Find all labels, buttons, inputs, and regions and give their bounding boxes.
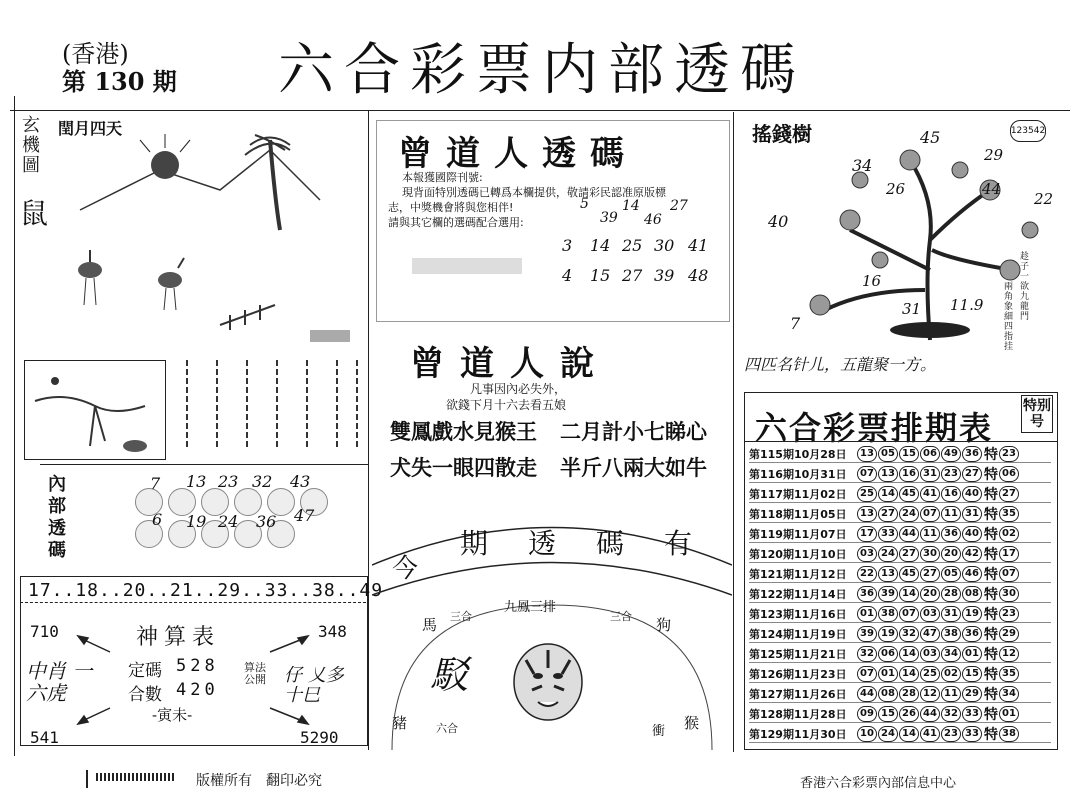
special-marker: 特 [984,706,998,723]
draw-number: 36 [962,626,982,642]
tiger-icon [508,640,588,725]
hw-number: 5 [580,196,589,212]
draw-number: 31 [920,466,940,482]
draw-number: 07 [899,606,919,622]
schedule-row [749,445,1051,463]
draw-label: 第118期11月05日 [749,507,847,521]
tree-number: 34 [852,156,873,175]
handwritten-char: 駁 [430,653,469,697]
draw-number: 25 [920,666,940,682]
tree-number: 44 [982,180,1002,198]
draw-number: 06 [878,646,898,662]
hw-number: 48 [688,266,709,285]
inner-number: 36 [256,512,277,531]
draw-number: 24 [878,726,898,742]
zodiac-monkey: 猴 [684,714,700,732]
draw-number: 29 [962,686,982,702]
draw-number: 20 [920,586,940,602]
sanhe-right: 三合 [610,610,632,623]
draw-number: 49 [941,446,961,462]
inner-number: 24 [218,512,239,531]
special-marker: 特 [984,566,998,583]
text-grid [172,355,367,460]
chong-label: 衝 [652,724,666,739]
tree-number: 7 [790,314,801,333]
draw-number: 24 [899,506,919,522]
zodiac-dog: 狗 [656,616,672,634]
ding-value: 528 [176,656,219,676]
draw-number: 41 [920,486,940,502]
schedule-row [749,505,1051,523]
special-marker: 特 [984,446,998,463]
region-label: (香港) [62,40,129,68]
sanhe-left: 三合 [450,610,472,623]
draw-number: 13 [857,506,877,522]
draw-number: 11 [941,506,961,522]
zodiac-horse: 馬 [422,616,438,634]
draw-label: 第121期11月12日 [749,567,847,581]
draw-number: 34 [941,646,961,662]
calc-n-br: 5290 [300,728,339,747]
ding-label: 定碼 [128,661,162,681]
draw-number: 45 [899,566,919,582]
calc-n-tl: 710 [30,622,59,641]
inner-number: 32 [252,472,273,491]
calc-right-handwriting: 仔 乂多 十巳 [284,665,344,706]
draw-number: 13 [857,446,877,462]
special-marker: 特 [984,506,998,523]
he-value: 420 [176,680,219,700]
draw-number: 38 [941,626,961,642]
schedule-row [749,625,1051,643]
draw-number: 36 [857,586,877,602]
hw-number: 27 [622,266,643,285]
draw-label: 第115期10月28日 [749,447,847,461]
schedule-row [749,725,1051,743]
number-strip: 17..18..20..21..29..33..38..49 [28,580,384,601]
draw-number: 23 [941,466,961,482]
draw-number: 23 [941,726,961,742]
draw-number: 16 [899,466,919,482]
hw-number: 41 [688,236,709,255]
special-number: 17 [999,546,1019,562]
draw-number: 25 [857,486,877,502]
inner-label: 內部透碼 [48,474,66,561]
draw-label: 第120期11月10日 [749,547,847,561]
draw-number: 44 [857,686,877,702]
draw-number: 28 [899,686,919,702]
hw-number: 15 [590,266,611,285]
special-number: 30 [999,586,1019,602]
special-marker: 特 [984,546,998,563]
left-border [14,96,15,756]
special-marker: 特 [984,646,998,663]
draw-number: 14 [899,666,919,682]
draw-label: 第116期10月31日 [749,467,847,481]
tree-number: 40 [768,212,789,231]
notice-line: 志，中獎機會將與您相伴! [388,201,514,214]
draw-label: 第129期11月30日 [749,727,847,741]
draw-number: 11 [941,686,961,702]
inner-number: 43 [290,472,311,491]
special-marker: 特 [984,666,998,683]
calc-year: -寅未- [152,706,193,724]
schedule-row [749,525,1051,543]
jiufeng: 九鳳三排 [504,600,557,615]
small-illustration-box [24,360,166,460]
draw-number: 44 [920,706,940,722]
draw-number: 10 [857,726,877,742]
schedule-row [749,545,1051,563]
draw-number: 38 [878,606,898,622]
draw-label: 第127期11月26日 [749,687,847,701]
draw-number: 16 [941,486,961,502]
tree-side-note: 兩角象細四指挂 [1004,282,1014,352]
draw-number: 27 [962,466,982,482]
draw-number: 44 [899,526,919,542]
draw-number: 07 [857,666,877,682]
draw-number: 32 [899,626,919,642]
inner-number: 13 [186,472,207,491]
special-number: 01 [999,706,1019,722]
poem-line: 二月計小七睇心 [560,419,707,444]
schedule-table [744,392,1058,750]
draw-number: 33 [962,706,982,722]
tree-handwriting: 四匹名针儿，五龍聚一方。 [744,355,937,374]
draw-number: 12 [920,686,940,702]
poem-line: 雙鳳戲水見猴王 [390,419,537,444]
draw-number: 39 [857,626,877,642]
draw-number: 31 [941,606,961,622]
draw-number: 14 [878,486,898,502]
tree-number: 11.9 [950,296,984,314]
grid-rule [40,464,368,465]
riddle-illustration [60,130,360,350]
special-marker: 特 [984,586,998,603]
draw-label: 第128期11月28日 [749,707,847,721]
zeng-code-title: 曾道人透碼 [398,134,638,174]
right-divider [733,112,734,752]
draw-number: 01 [962,646,982,662]
draw-number: 22 [857,566,877,582]
notice-line: 本報獲國際刊號: [402,171,483,184]
draw-number: 01 [878,666,898,682]
draw-number: 03 [857,546,877,562]
tree-title: 搖錢樹 [752,122,812,146]
draw-number: 46 [962,566,982,582]
draw-number: 05 [878,446,898,462]
tree-number: 22 [1034,190,1054,208]
draw-number: 15 [962,666,982,682]
schedule-row [749,705,1051,723]
schedule-row [749,585,1051,603]
draw-number: 26 [899,706,919,722]
draw-number: 33 [962,726,982,742]
hw-number: 39 [600,210,618,226]
special-number: 38 [999,726,1019,742]
special-marker: 特 [984,686,998,703]
draw-number: 31 [962,506,982,522]
draw-number: 45 [899,486,919,502]
liuhe-label: 六合 [436,722,458,735]
schedule-title: 六合彩票排期表 [755,409,994,447]
schedule-row [749,565,1051,583]
poem-line: 半斤八兩大如牛 [560,455,707,480]
special-number: 29 [999,626,1019,642]
special-number: 07 [999,566,1019,582]
calc-n-tr: 348 [318,622,347,641]
publisher-name: 香港六合彩票內部信息中心 [800,776,957,791]
draw-number: 27 [899,546,919,562]
draw-number: 08 [878,686,898,702]
special-number: 35 [999,506,1019,522]
draw-number: 13 [878,466,898,482]
xuanji-label: 玄機圖 [22,115,40,176]
draw-label: 第125期11月21日 [749,647,847,661]
barcode [96,773,176,781]
schedule-row [749,645,1051,663]
draw-number: 32 [857,646,877,662]
draw-number: 28 [941,586,961,602]
hw-number: 46 [644,212,662,228]
hw-number: 30 [654,236,675,255]
draw-label: 第119期11月07日 [749,527,847,541]
draw-number: 32 [941,706,961,722]
special-marker: 特 [984,626,998,643]
calc-title: 神算表 [136,625,221,650]
draw-label: 第122期11月14日 [749,587,847,601]
hw-number: 27 [670,198,688,214]
draw-label: 第126期11月23日 [749,667,847,681]
draw-number: 36 [962,446,982,462]
draw-number: 02 [941,666,961,682]
special-number: 35 [999,666,1019,682]
branch-illustration [25,361,165,459]
hw-number: 3 [562,236,573,255]
schedule-row [749,485,1051,503]
zodiac-pig: 豬 [392,714,408,732]
page-title: 六合彩票内部透碼 [278,38,806,103]
notice-text [388,170,718,230]
hw-number: 25 [622,236,643,255]
draw-number: 03 [920,646,940,662]
draw-number: 47 [920,626,940,642]
draw-number: 07 [857,466,877,482]
hw-number: 4 [562,266,573,285]
schedule-row [749,465,1051,483]
special-number: 23 [999,446,1019,462]
calc-left-handwriting: 中肖 一六虎 [26,659,93,705]
draw-number: 08 [962,586,982,602]
draw-number: 15 [899,446,919,462]
draw-number: 40 [962,486,982,502]
draw-number: 27 [878,506,898,522]
calc-side-note: 算法公開 [244,661,266,686]
draw-number: 27 [920,566,940,582]
tree-number: 26 [886,180,906,198]
tree-number: 29 [984,146,1004,164]
special-marker: 特 [984,466,998,483]
draw-number: 11 [920,526,940,542]
special-number: 27 [999,486,1019,502]
special-number: 02 [999,526,1019,542]
draw-label: 第117期11月02日 [749,487,847,501]
xuanji-title: 閏月四天 [58,119,123,138]
inner-number: 19 [186,512,207,531]
inner-number: 47 [294,506,315,525]
notice-line: 現背面特別透碼已轉爲本欄提供，敬請彩民認准原版標 [402,186,666,199]
draw-number: 14 [899,726,919,742]
hw-number: 14 [622,198,640,214]
schedule-row [749,665,1051,683]
draw-number: 15 [878,706,898,722]
today-title: 期透碼有 [460,527,733,560]
special-number: 34 [999,686,1019,702]
strip-rule [20,602,366,603]
special-marker: 特 [984,726,998,743]
inner-number: 7 [150,474,161,493]
draw-number: 14 [899,646,919,662]
schedule-row [749,685,1051,703]
draw-label: 第123期11月16日 [749,607,847,621]
draw-number: 13 [878,566,898,582]
notice-line: 請與其它欄的選碼配合選用: [388,216,524,229]
schedule-header-rule [745,441,1057,442]
draw-number: 19 [962,606,982,622]
hw-number: 14 [590,236,611,255]
calc-n-bl: 541 [30,728,59,747]
draw-number: 01 [857,606,877,622]
inner-number: 6 [152,510,163,529]
today-label: 今 [392,554,419,584]
say-sub-2: 欲錢下月十六去看五娘 [446,398,567,412]
draw-number: 41 [920,726,940,742]
schedule-row [749,605,1051,623]
draw-number: 30 [920,546,940,562]
hw-number: 39 [654,266,675,285]
draw-number: 14 [899,586,919,602]
tree-number: 31 [902,300,922,318]
draw-number: 39 [878,586,898,602]
special-number: 23 [999,606,1019,622]
zeng-say-title: 曾道人說 [410,344,610,384]
say-sub-1: 凡事因內必失外， [470,382,567,396]
draw-number: 33 [878,526,898,542]
draw-number: 20 [941,546,961,562]
draw-number: 06 [920,446,940,462]
faded-text [412,258,522,274]
draw-number: 07 [920,506,940,522]
stamp: 123542 [1010,120,1046,142]
special-number-tag: 特别号 [1021,395,1053,433]
draw-number: 42 [962,546,982,562]
poem-line: 犬失一眼四散走 [390,455,537,480]
copyright: 版權所有 翻印必究 [196,773,322,789]
tree-number: 45 [920,128,941,147]
draw-label: 第124期11月19日 [749,627,847,641]
special-number: 06 [999,466,1019,482]
draw-number: 19 [878,626,898,642]
tree-side-note: 趁子一欲九龍門 [1020,252,1030,322]
special-marker: 特 [984,526,998,543]
special-marker: 特 [984,486,998,503]
tree-number: 16 [862,272,882,290]
draw-number: 17 [857,526,877,542]
draw-number: 03 [920,606,940,622]
barcode-edge [86,770,88,788]
draw-number: 40 [962,526,982,542]
top-rule [10,110,1070,111]
draw-number: 36 [941,526,961,542]
draw-number: 09 [857,706,877,722]
he-label: 合數 [128,685,162,705]
special-number: 12 [999,646,1019,662]
draw-number: 05 [941,566,961,582]
special-marker: 特 [984,606,998,623]
inner-number: 23 [218,472,239,491]
xuanji-char: 鼠 [20,197,49,230]
draw-number: 24 [878,546,898,562]
issue-number: 第 130 期 [62,67,177,96]
left-divider [368,110,369,750]
